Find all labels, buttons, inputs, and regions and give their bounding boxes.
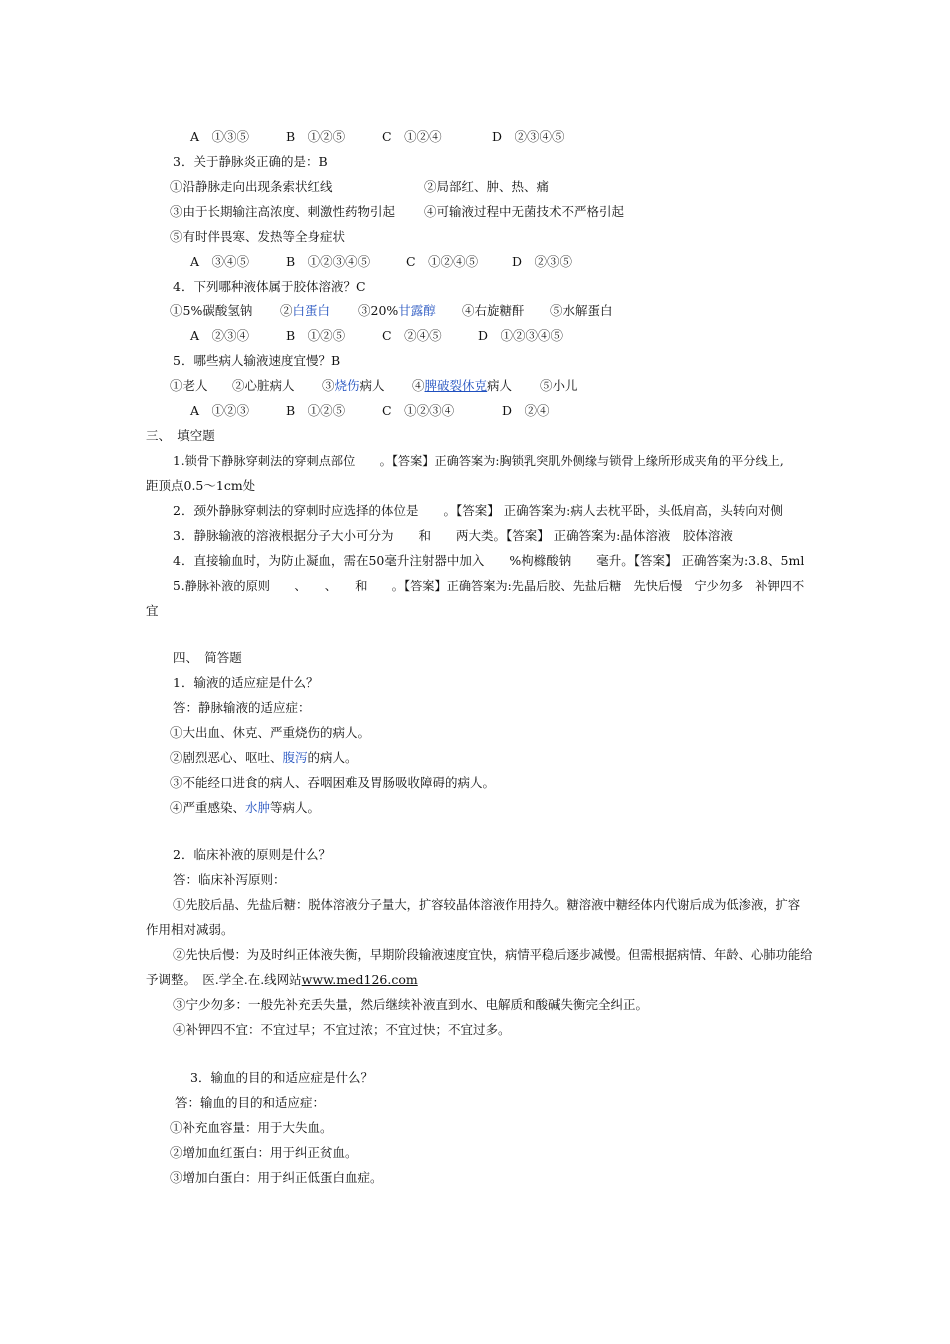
q4-option-b: B ①②⑤ (286, 328, 346, 343)
q4-item-3-link[interactable]: 甘露醇 (398, 303, 436, 318)
q5-item-4-link[interactable]: 脾破裂休克 (424, 378, 488, 393)
q5-item-3 (322, 378, 412, 394)
answer-2-line-1b: 作用相对减弱。 (146, 922, 234, 937)
answer-3-question: 3．输血的目的和适应症是什么？ (190, 1070, 373, 1085)
q4-item-3-prefix: ③20% (358, 303, 399, 318)
answer-1-line-2-suffix: 的病人。 (307, 750, 358, 765)
website-link[interactable]: www.med126.com (301, 972, 418, 987)
q5-item-4 (412, 378, 540, 394)
answer-3-line-3: ③增加白蛋白：用于纠正低蛋白血症。 (170, 1170, 383, 1185)
q5-option-b: B ①②⑤ (286, 403, 346, 418)
q3-option-c: C ①②④⑤ (406, 254, 479, 269)
q3-option-a: A ③④⑤ (190, 254, 250, 269)
q3-item-2: ②局部红、肿、热、痛 (424, 179, 550, 194)
answer-2-question: 2．临床补液的原则是什么？ (173, 847, 331, 862)
q2-option-b: B ①②⑤ (286, 129, 346, 144)
answer-1-line-4 (170, 800, 320, 816)
answer-2-line-2a: ②先快后慢：为及时纠正体液失衡，早期阶段输液速度宜快，病情平稳后逐步减慢。但需根据病情、年龄、心肺功能给 (173, 948, 813, 962)
q4-item-3 (358, 303, 462, 319)
q4-item-2-prefix: ② (280, 303, 293, 318)
answer-2-line-4: ④补钾四不宜：不宜过早；不宜过浓；不宜过快；不宜过多。 (173, 1022, 511, 1037)
answer-2-line-2b (146, 972, 418, 988)
fill-2: 2．颈外静脉穿刺法的穿刺时应选择的体位是 。【答案】 正确答案为:病人去枕平卧，头低肩高，头转向对侧 (173, 503, 783, 518)
q4-item-2 (280, 303, 358, 319)
q3-option-b: B ①②③④⑤ (286, 254, 371, 269)
q3-options (190, 254, 572, 270)
q2-option-a: A ①③⑤ (190, 129, 250, 144)
answer-2-line-1a: ①先胶后晶、先盐后糖：脱体溶液分子量大，扩容较晶体溶液作用持久。糖溶液中糖经体内代谢后成为低渗液，扩容 (173, 898, 801, 912)
answer-2-intro: 答：临床补泻原则： (173, 872, 286, 887)
q3-stem: 3．关于静脉炎正确的是：B (173, 154, 328, 169)
q5-item-4-prefix: ④ (412, 378, 425, 393)
q5-options (190, 403, 550, 419)
answer-1-line-1: ①大出血、休克、严重烧伤的病人。 (170, 725, 371, 740)
q5-item-5: ⑤小儿 (540, 378, 578, 393)
q5-option-a: A ①②③ (190, 403, 250, 418)
fill-3: 3．静脉输液的溶液根据分子大小可分为 和 两大类。【答案】 正确答案为:晶体溶液 胶体溶液 (173, 528, 733, 543)
answer-2-line-2b-prefix: 予调整。 医.学全.在.线网站 (146, 972, 302, 987)
answer-1-line-2 (170, 750, 358, 766)
q5-item-3-suffix: 病人 (359, 378, 385, 393)
q3-item-3: ③由于长期输注高浓度、刺激性药物引起 (170, 204, 396, 219)
q4-item-4: ④右旋糖酐 (462, 303, 525, 318)
q2-options (190, 129, 565, 145)
fill-1-line-2: 距顶点0.5～1cm处 (146, 478, 256, 493)
q4-items (170, 303, 613, 319)
answer-3-intro: 答：输血的目的和适应症： (175, 1095, 326, 1110)
q3-item-5: ⑤有时伴畏寒、发热等全身症状 (170, 229, 346, 244)
answer-3-line-2: ②增加血红蛋白：用于纠正贫血。 (170, 1145, 358, 1160)
q4-option-c: C ②④⑤ (382, 328, 442, 343)
answer-3-line-1: ①补充血容量：用于大失血。 (170, 1120, 333, 1135)
q5-stem: 5．哪些病人输液速度宜慢？B (173, 353, 341, 368)
answer-1-line-4-prefix: ④严重感染、 (170, 800, 246, 815)
q3-item-4: ④可输液过程中无菌技术不严格引起 (424, 204, 625, 219)
q5-option-d: D ②④ (502, 403, 550, 418)
answer-2-line-3: ③宁少勿多：一般先补充丢失量，然后继续补液直到水、电解质和酸碱失衡完全纠正。 (173, 997, 649, 1012)
q4-options (190, 328, 563, 344)
q4-item-5: ⑤水解蛋白 (550, 303, 613, 318)
q3-item-1: ①沿静脉走向出现条索状红线 (170, 179, 333, 194)
q5-items (170, 378, 578, 394)
answer-1-line-2-prefix: ②剧烈恶心、呕吐、 (170, 750, 283, 765)
q4-item-1: ①5%碳酸氢钠 (170, 303, 253, 318)
fill-5-line-2: 宜 (146, 603, 159, 618)
q5-item-1: ①老人 (170, 378, 208, 393)
edema-link[interactable]: 水肿 (245, 800, 271, 815)
q2-option-d: D ②③④⑤ (492, 129, 565, 144)
q4-item-2-link[interactable]: 白蛋白 (292, 303, 331, 318)
q4-option-a: A ②③④ (190, 328, 250, 343)
answer-1-intro: 答：静脉输液的适应症： (173, 700, 311, 715)
fill-1-line-1: 1.锁骨下静脉穿刺法的穿刺点部位 。【答案】正确答案为:胸锁乳突肌外侧缘与锁骨上缘所形成夹角的平分线上, (173, 454, 784, 468)
section-3-heading: 三、 填空题 (146, 428, 215, 443)
q4-stem: 4．下列哪种液体属于胶体溶液？C (173, 279, 366, 294)
section-4-heading: 四、 简答题 (173, 650, 242, 665)
answer-1-line-4-suffix: 等病人。 (270, 800, 321, 815)
q3-option-d: D ②③⑤ (512, 254, 573, 269)
q5-option-c: C ①②③④ (382, 403, 455, 418)
q4-option-d: D ①②③④⑤ (478, 328, 564, 343)
q5-item-4-suffix: 病人 (487, 378, 513, 393)
q5-item-3-prefix: ③ (322, 378, 335, 393)
q5-item-3-link[interactable]: 烧伤 (334, 378, 360, 393)
diarrhea-link[interactable]: 腹泻 (282, 750, 308, 765)
q2-option-c: C ①②④ (382, 129, 442, 144)
answer-1-question: 1．输液的适应症是什么？ (173, 675, 319, 690)
answer-1-line-3: ③不能经口进食的病人、吞咽困难及胃肠吸收障碍的病人。 (170, 775, 496, 790)
fill-5-line-1: 5.静脉补液的原则 、 、 和 。【答案】正确答案为:先晶后胶、先盐后糖 先快后慢 宁少勿多 补钾四不 (173, 579, 805, 593)
q5-item-2: ②心脏病人 (232, 378, 295, 393)
fill-4: 4．直接输血时，为防止凝血，需在50毫升注射器中加入 %枸橼酸钠 毫升。【答案】 正确答案为:3.8、5ml (173, 553, 805, 568)
